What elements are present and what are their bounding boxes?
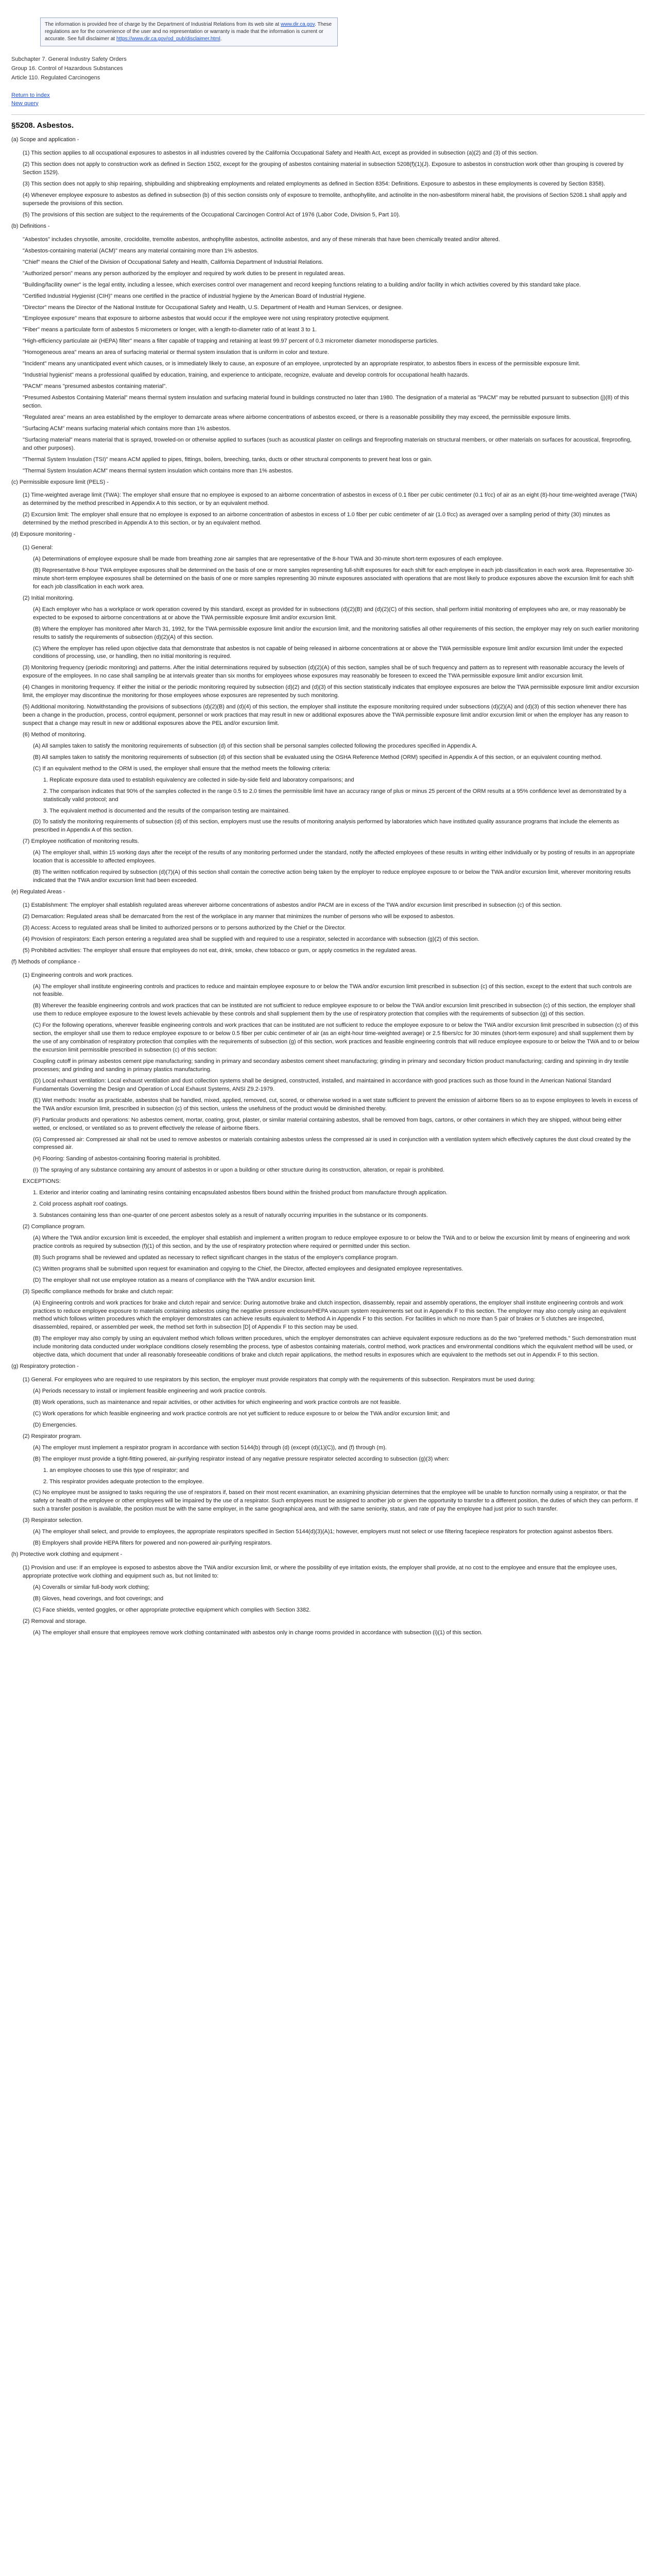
regulation-paragraph: (A) All samples taken to satisfy the monitoring requirements of subsection (d) of this section shall be personal samples collected following the procedures specified in Appendix A. xyxy=(33,742,477,749)
regulation-paragraph: (1) General: xyxy=(23,545,53,551)
subsection-heading: (e) Regulated Areas - xyxy=(11,889,65,895)
regulation-paragraph: (1) Provision and use: If an employee is exposed to asbestos above the TWA and/or excursion limit, or where the possibility of eye irritation exists, the employer shall provide, at no cost to the employee and ensure that the employee uses, appropriate protective work clothing and equipment such as, but not limited to: xyxy=(23,1565,617,1579)
page-title: §5208. Asbestos. xyxy=(11,121,74,130)
regulation-paragraph: (I) The spraying of any substance containing any amount of asbestos in or upon a building or other structure during its construction, alteration, or repair is prohibited. xyxy=(33,1167,444,1174)
regulation-paragraph: (1) General. For employees who are required to use respirators by this section, the employer must provide respirators that comply with the requirements of this subsection. Respirators must be used during: xyxy=(23,1377,536,1383)
subsection-heading: (f) Methods of compliance - xyxy=(11,958,80,965)
regulation-paragraph: (7) Employee notification of monitoring results. xyxy=(23,838,140,845)
regulation-paragraph: (1) This section applies to all occupational exposures to asbestos in all industries covered by the California Occupational Safety and Health Act, except as provided in subsection (a)(2) and (3) of this section. xyxy=(23,150,538,157)
subsection-heading: (c) Permissible exposure limit (PELS) - xyxy=(11,479,109,485)
regulation-paragraph: (A) Periods necessary to install or implement feasible engineering and work practice controls. xyxy=(33,1388,267,1394)
regulation-paragraph: (H) Flooring: Sanding of asbestos-containing flooring material is prohibited. xyxy=(33,1156,221,1162)
regulation-paragraph: (A) Determinations of employee exposure shall be made from breathing zone air samples that are representative of the 8-hour TWA and 30-minute short-term exposures of each employee. xyxy=(33,556,503,563)
notice-text-after: . xyxy=(220,36,222,42)
regulation-paragraph: (5) Prohibited activities: The employer shall ensure that employees do not eat, drink, smoke, chew tobacco or gum, or apply cosmetics in the regulated areas. xyxy=(23,947,417,954)
regulation-paragraph: (5) Additional monitoring. Notwithstanding the provisions of subsections (d)(2)(B) and (d)(4) of this section, the employer shall institute the exposure monitoring required under subsections (d)(2)(A) and (d)(3) of this section whenever there has been a change in the production, process, control equipment, personnel or work practices that may result in new or additional exposures above the TWA permissible exposure limit and/or excursion limit or when the employer has any reason to suspect that a change may result in new or additional exposures above the PEL and/or excursion limit. xyxy=(23,704,629,726)
regulation-paragraph: "Director" means the Director of the National Institute for Occupational Safety and Health, U.S. Department of Health and Human Services, or designee. xyxy=(23,304,403,311)
regulation-paragraph: "Certified Industrial Hygienist (CIH)" means one certified in the practice of industrial hygiene by the American Board of Industrial Hygiene. xyxy=(23,293,366,299)
nav-links xyxy=(11,92,628,108)
disclaimer-notice xyxy=(40,18,338,46)
regulation-paragraph: 2. The comparison indicates that 90% of the samples collected in the range 0.5 to 2.0 times the permissible limit have an accuracy range of plus or minus 25 percent of the ORM results at a 95% confidence level as demonstrated by a statistically valid protocol; and xyxy=(43,788,627,803)
regulation-paragraph: (6) Method of monitoring. xyxy=(23,731,86,738)
dir-website-link[interactable]: www.dir.ca.gov xyxy=(281,22,315,27)
regulation-paragraph: EXCEPTIONS: xyxy=(23,1178,61,1185)
subsection-heading: (b) Definitions - xyxy=(11,223,50,229)
regulation-paragraph: (4) Whenever employee exposure to asbestos as defined in subsection (b) of this section consists only of exposure to tremolite, anthophyllite, and actinolite in the non-asbestiform mineral habit, the provisions of Section 5208.1 shall apply and supersede the provisions of this section. xyxy=(23,192,627,207)
regulation-paragraph: (B) Representative 8-hour TWA employee exposures shall be determined on the basis of one or more samples representing full-shift exposures for each shift for each employee in each job classification in each work area. Representative 30-minute short-term employee exposures shall be determined on the basis of one or more samples representing 30 minute exposures associated with operations that are most likely to produce exposures above the excursion limit for each shift for each job classification in each work area. xyxy=(33,567,634,590)
regulation-paragraph: (B) Gloves, head coverings, and foot coverings; and xyxy=(33,1595,164,1602)
regulation-paragraph: (D) Emergencies. xyxy=(33,1421,77,1428)
regulation-paragraph: (D) To satisfy the monitoring requirements of subsection (d) of this section, employers must use the results of monitoring analysis performed by laboratories which have instituted quality assurance programs that include the elements as prescribed in Appendix A of this section. xyxy=(33,819,620,834)
regulation-paragraph: (3) Specific compliance methods for brake and clutch repair: xyxy=(23,1288,174,1295)
regulation-paragraph: (3) Respirator selection. xyxy=(23,1517,83,1524)
regulation-paragraph: "High-efficiency particulate air (HEPA) filter" means a filter capable of trapping and retaining at least 99.97 percent of 0.3 micrometer diameter monodisperse particles. xyxy=(23,338,439,345)
notice-text-before: The information is provided free of charge by the Department of Industrial Relations from its web site at xyxy=(45,22,281,27)
regulation-paragraph: "Incident" means any unanticipated event which causes, or is immediately likely to cause, an exposure of an employee, unprotected by an appropriate respirator, to asbestos fibers in excess of the permissible exposure limit. xyxy=(23,361,580,367)
regulation-paragraph: (1) Engineering controls and work practices. xyxy=(23,972,133,978)
notice-text-middle: . These regulations are for the convenience of the user and no representation or warranty is made that the information is current or accurate. See full disclaimer at xyxy=(45,22,332,42)
divider xyxy=(11,114,645,115)
regulation-paragraph: (A) Engineering controls and work practices for brake and clutch repair and service: During automotive brake and clutch inspection, disassembly, repair and assembly operations, the employer shall institute engineering controls and work practices to reduce employee exposure to materials containing asbestos using the negative pressure enclosure/HEPA vacuum system requirements set out in Appendix F to this section. The employer may also comply using an equivalent method which follows written procedures which the employer demonstrates can achieve results equivalent to Method A in Appendix F to this section. For facilities in which no more than 5 pair of brakes or 5 clutches are inspected, disassembled, repaired, or assembled per week, the method set forth in subsection [D] of Appendix F to this section may be used. xyxy=(33,1299,626,1331)
regulation-paragraph: (1) Time-weighted average limit (TWA): The employer shall ensure that no employee is exposed to an airborne concentration of asbestos in excess of 0.1 fiber per cubic centimeter (0.1 f/cc) of air as an eight (8)-hour time-weighted average (TWA) as determined by the method prescribed in Appendix A to this section, or by an equivalent method. xyxy=(23,492,638,507)
regulation-paragraph: (C) Work operations for which feasible engineering and work practice controls are not yet sufficient to reduce exposure to or below the TWA and/or excursion limit; and xyxy=(33,1410,450,1417)
regulation-paragraph: (E) Wet methods: Insofar as practicable, asbestos shall be handled, mixed, applied, removed, cut, scored, or otherwise worked in a wet state sufficient to prevent the emission of airborne fibers so as to expose employees to levels in excess of the TWA and/or excursion limit, prescribed in subsection (c) of this section, unless the usefulness of the product would be diminished thereby. xyxy=(33,1097,638,1112)
regulation-paragraph: (C) Where the employer has relied upon objective data that demonstrate that asbestos is not capable of being released in airborne concentrations at or above the TWA permissible exposure limit and/or excursion limit under the expected conditions of processing, use, or handling, then no initial monitoring is required. xyxy=(33,645,623,660)
regulation-paragraph: (3) This section does not apply to ship repairing, shipbuilding and shipbreaking employments and related employments as defined in Section 8354: Definitions. Exposure to asbestos in these employments is covered by Section 8358). xyxy=(23,181,606,188)
regulation-paragraph: "Thermal System Insulation ACM" means thermal system insulation which contains more than 1% asbestos. xyxy=(23,467,294,474)
regulation-paragraph: (1) Establishment: The employer shall establish regulated areas wherever airborne concentrations of asbestos and/or PACM are in excess of the TWA and/or excursion limit prescribed in subsection (c) of this section. xyxy=(23,902,562,908)
regulation-paragraph: (4) Changes in monitoring frequency. If either the initial or the periodic monitoring required by subsection (d)(2) and (d)(3) of this section statistically indicates that employee exposures are below the TWA permissible exposure limit and/or excursion limit, the employer may discontinue the monitoring for those employees whose exposures are represented by such monitoring. xyxy=(23,684,639,699)
regulation-paragraph: "Asbestos" includes chrysotile, amosite, crocidolite, tremolite asbestos, anthophyllite asbestos, actinolite asbestos, and any of these minerals that have been chemically treated and/or altered. xyxy=(23,236,500,243)
regulation-paragraph: (F) Particular products and operations: No asbestos cement, mortar, coating, grout, plaster, or similar material containing asbestos, shall be removed from bags, cartons, or other containers in which they are shipped, without being either wetted, or enclosed, or ventilated so as to prevent effectively the release of airborne fibers. xyxy=(33,1116,622,1131)
subsection-heading: (d) Exposure monitoring - xyxy=(11,531,76,538)
regulation-paragraph: (3) Monitoring frequency (periodic monitoring) and patterns. After the initial determinations required by subsection (d)(2)(A) of this section, samples shall be of such frequency and pattern as to represent with reasonable accuracy the levels of exposure of the employees. In no case shall sampling be at intervals greater than six months for employees whose exposures may reasonably be foreseen to exceed the TWA permissible exposure limit and/or excursion limit. xyxy=(23,665,624,680)
regulation-paragraph: (3) Access: Access to regulated areas shall be limited to authorized persons or to persons authorized by the Chief or the Director. xyxy=(23,924,346,931)
new-query-link[interactable]: New query xyxy=(11,100,39,107)
breadcrumb-article: Article 110. Regulated Carcinogens xyxy=(11,74,100,81)
regulation-paragraph: (B) Wherever the feasible engineering controls and work practices that can be instituted are not sufficient to reduce employee exposure to or below the TWA and/or excursion limit prescribed in subsection (c) of this section, the employer shall use them to reduce employee exposure to the lowest levels achievable by these controls and shall supplement them by the use of respiratory protection that complies with the requirements of subsection (g) of this section. xyxy=(33,1003,635,1018)
regulation-paragraph: (2) Excursion limit: The employer shall ensure that no employee is exposed to an airborne concentration of asbestos in excess of 1.0 fiber per cubic centimeter of air (1.0 f/cc) as averaged over a sampling period of thirty (30) minutes as determined by the method prescribed in Appendix A to this section, or by an equivalent method. xyxy=(23,512,610,527)
regulation-paragraph: (C) If an equivalent method to the ORM is used, the employer shall ensure that the method meets the following criteria: xyxy=(33,765,331,772)
regulation-paragraph: (C) For the following operations, wherever feasible engineering controls and work practices that can be instituted are not sufficient to reduce the employee exposure to or below the TWA and/or excursion limit prescribed in subsection (c) of this section, the employer shall use them to reduce employee exposure to or below 0.5 fiber per cubic centimeter of air (as an eight-hour time-weighted average) or 2.5 fibers/cc for 30 minutes (short-term exposure) and shall supplement them by the use of any combination of respiratory protection that complies with the requirements of subsection (g) of this section, work practices and feasible engineering controls that will reduce employee exposure to or below the TWA and to or below the excursion limit permissible prescribed in subsection (c) of this section: xyxy=(33,1022,640,1054)
regulation-paragraph: "Thermal System Insulation (TSI)" means ACM applied to pipes, fittings, boilers, breeching, tanks, ducts or other structural components to prevent heat loss or gain. xyxy=(23,456,433,463)
disclaimer-link[interactable]: https://www.dir.ca.gov/od_pub/disclaimer.html xyxy=(116,36,220,42)
regulation-paragraph: (C) Face shields, vented goggles, or other appropriate protective equipment which complies with Section 3382. xyxy=(33,1606,311,1613)
regulation-paragraph: (4) Provision of respirators: Each person entering a regulated area shall be supplied with and required to use a respirator, selected in accordance with subsection (g)(2) of this section. xyxy=(23,936,479,942)
regulation-paragraph: (B) All samples taken to satisfy the monitoring requirements of subsection (d) of this section shall be evaluated using the OSHA Reference Method (ORM) specified in Appendix A of this section, or an equivalent counting method. xyxy=(33,754,602,760)
breadcrumb xyxy=(11,56,628,82)
regulation-paragraph: (G) Compressed air: Compressed air shall not be used to remove asbestos or materials containing asbestos unless the compressed air is used in conjunction with a ventilation system which effectively captures the dust cloud created by the compressed air. xyxy=(33,1136,631,1151)
regulation-paragraph: (A) The employer shall institute engineering controls and practices to reduce and maintain employee exposure to or below the TWA and/or excursion limit prescribed in subsection (c) of this section, except to the extent that such controls are not feasible. xyxy=(33,983,632,998)
subsection-heading: (h) Protective work clothing and equipment - xyxy=(11,1551,123,1558)
subsection-heading: (g) Respiratory protection - xyxy=(11,1363,79,1370)
regulation-paragraph: 2. Cold process asphalt roof coatings. xyxy=(33,1201,128,1208)
regulation-paragraph: (2) Initial monitoring. xyxy=(23,595,74,601)
regulation-paragraph: "Authorized person" means any person authorized by the employer and required by work duties to be present in regulated areas. xyxy=(23,270,346,277)
regulation-paragraph: (B) The employer must provide a tight-fitting powered, air-purifying respirator instead of any negative pressure respirator selected according to subsection (g)(3) when: xyxy=(33,1455,450,1462)
regulation-paragraph: "Employee exposure" means that exposure to airborne asbestos that would occur if the employee were not using respiratory protective equipment. xyxy=(23,315,390,322)
regulation-paragraph: (2) This section does not apply to construction work as defined in Section 1502, except for the grouping of asbestos containing material in subsection 5208(f)(1)(J). Exposure to asbestos in construction work other than grouping is covered by Section 1529). xyxy=(23,161,624,176)
regulation-paragraph: (A) Coveralls or similar full-body work clothing; xyxy=(33,1584,150,1590)
regulation-paragraph: 2. This respirator provides adequate protection to the employee. xyxy=(43,1478,204,1485)
regulation-paragraph: 1. an employee chooses to use this type of respirator; and xyxy=(43,1467,189,1473)
breadcrumb-group: Group 16. Control of Hazardous Substances xyxy=(11,65,123,72)
regulation-paragraph: (2) Compliance program. xyxy=(23,1224,85,1230)
regulation-paragraph: (2) Removal and storage. xyxy=(23,1618,87,1624)
regulation-paragraph: "Chief" means the Chief of the Division of Occupational Safety and Health, California Department of Industrial Relations. xyxy=(23,259,323,265)
regulation-paragraph: "Regulated area" means an area established by the employer to demarcate areas where airborne concentrations of asbestos exceed, or there is a reasonable possibility they may exceed, the permissible exposure limits. xyxy=(23,414,571,420)
regulation-paragraph: (B) Work operations, such as maintenance and repair activities, or other activities for which engineering and work practice controls are not feasible. xyxy=(33,1399,401,1405)
regulation-paragraph: 1. Replicate exposure data used to establish equivalency are collected in side-by-side field and laboratory comparisons; and xyxy=(43,776,354,783)
regulation-paragraph: 3. Substances containing less than one-quarter of one percent asbestos solely as a result of naturally occurring impurities in the substance or its components. xyxy=(33,1212,428,1219)
regulation-paragraph: "Surfacing ACM" means surfacing material which contains more than 1% asbestos. xyxy=(23,425,231,432)
regulation-paragraph: 1. Exterior and interior coating and laminating resins containing encapsulated asbestos fibers bound within the finished product from manufacture through application. xyxy=(33,1190,448,1196)
regulation-paragraph: 3. The equivalent method is documented and the results of the comparison testing are maintained. xyxy=(43,807,290,814)
regulation-paragraph: "PACM" means "presumed asbestos containing material". xyxy=(23,383,167,390)
regulation-paragraph: (D) The employer shall not use employee rotation as a means of compliance with the TWA and/or excursion limit. xyxy=(33,1277,316,1283)
regulation-paragraph: (B) The written notification required by subsection (d)(7)(A) of this section shall contain the corrective action being taken by the employer to reduce employee exposure to or below the TWA and/or excursion limit, wherever monitoring results indicated that the TWA and/or excursion limit had been exceeded. xyxy=(33,869,631,884)
regulation-paragraph: (B) The employer may also comply by using an equivalent method which follows written procedures, which the employer demonstrates can achieve equivalent exposure reductions as do the two "preferred methods." Such demonstration must include monitoring data conducted under workplace conditions closely resembling the process, type of asbestos containing materials, control method, work practices and environmental conditions which the equivalent method will be used, or objective data, which document that under all reasonably foreseeable conditions of brake and clutch repair applications, the method results in exposures which are equivalent to the methods set out in Appendix F to this section. xyxy=(33,1335,637,1359)
regulation-paragraph: Coupling cutoff in primary asbestos cement pipe manufacturing; sanding in primary and secondary asbestos cement sheet manufacturing; grinding in primary and secondary friction product manufacturing; carding and spinning in dry textile processes; and grinding and sanding in primary plastics manufacturing. xyxy=(33,1058,629,1073)
regulation-paragraph: (A) Each employer who has a workplace or work operation covered by this standard, except as provided for in subsections (d)(2)(B) and (d)(2)(C) of this section, shall perform initial monitoring of employees who are, or may reasonably be expected to be exposed to airborne concentrations at or above the TWA permissible exposure limit and/or excursion limit. xyxy=(33,606,626,621)
regulation-paragraph: (5) The provisions of this section are subject to the requirements of the Occupational Carcinogen Control Act of 1976 (Labor Code, Division 5, Part 10). xyxy=(23,212,400,218)
regulation-paragraph: (B) Employers shall provide HEPA filters for powered and non-powered air-purifying respirators. xyxy=(33,1540,272,1547)
regulation-paragraph: (2) Demarcation: Regulated areas shall be demarcated from the rest of the workplace in any manner that minimizes the number of persons who will be exposed to asbestos. xyxy=(23,913,455,920)
regulation-paragraph: (A) The employer must implement a respirator program in accordance with section 5144(b) through (d) (except (d)(1)(C)), and (f) through (m). xyxy=(33,1444,387,1451)
regulation-paragraph: (D) Local exhaust ventilation: Local exhaust ventilation and dust collection systems shall be designed, constructed, installed, and maintained in accordance with good practices such as those found in the American National Standard Fundamentals Governing the Design and Operation of Local Exhaust Systems, ANSI Z9.2-1979. xyxy=(33,1077,611,1092)
regulation-body xyxy=(11,136,640,1637)
regulation-paragraph: "Presumed Asbestos Containing Material" means thermal system insulation and surfacing material found in buildings constructed no later than 1980. The designation of a material as "PACM" may be rebutted pursuant to subsection (j)(8) of this section. xyxy=(23,395,629,409)
regulation-paragraph: "Fiber" means a particulate form of asbestos 5 micrometers or longer, with a length-to-diameter ratio of at least 3 to 1. xyxy=(23,327,317,333)
regulation-paragraph: "Industrial hygienist" means a professional qualified by education, training, and experience to anticipate, recognize, evaluate and develop controls for occupational health hazards. xyxy=(23,372,469,379)
regulation-paragraph: (A) The employer shall select, and provide to employees, the appropriate respirators specified in Section 5144(d)(3)(A)1; however, employers must not select or use filtering facepiece respirators for protection against asbestos fibers. xyxy=(33,1529,613,1535)
subsection-heading: (a) Scope and application - xyxy=(11,137,79,143)
regulation-paragraph: "Homogeneous area" means an area of surfacing material or thermal system insulation that is uniform in color and texture. xyxy=(23,349,329,356)
regulation-paragraph: "Building/facility owner" is the legal entity, including a lessee, which exercises control over management and record keeping functions relating to a building and/or facility in which activities covered by this standard take place. xyxy=(23,281,581,288)
regulation-paragraph: (C) No employee must be assigned to tasks requiring the use of respirators if, based on their most recent examination, an examining physician determines that the employee will be unable to function normally using a respirator, or that the safety or health of the employee or other employees will be impaired by the use of a respirator. Such employees must be assigned to another job or given the opportunity to transfer to a different position, the duties of which they can perform. If such a transfer position is available, the position must be with the same employer, in the same geographical area, and with the same seniority, status, and rate of pay the employee had just prior to such transfer. xyxy=(33,1489,638,1513)
regulation-paragraph: "Surfacing material" means material that is sprayed, troweled-on or otherwise applied to surfaces (such as acoustical plaster on ceilings and fireproofing materials on structural members, or other materials on surfaces for acoustical, fireproofing, and other purposes). xyxy=(23,436,632,451)
regulation-paragraph: (A) The employer shall ensure that employees remove work clothing contaminated with asbestos only in change rooms provided in accordance with subsection (i)(1) of this section. xyxy=(33,1629,483,1636)
regulation-paragraph: (C) Written programs shall be submitted upon request for examination and copying to the Chief, the Director, affected employees and designated employee representatives. xyxy=(33,1265,463,1272)
return-to-index-link[interactable]: Return to index xyxy=(11,92,50,98)
regulation-paragraph: (B) Such programs shall be reviewed and updated as necessary to reflect significant changes in the status of the employer's compliance program. xyxy=(33,1254,398,1261)
regulation-paragraph: (B) Where the employer has monitored after March 31, 1992, for the TWA permissible exposure limit and/or the excursion limit, and the monitoring satisfies all other requirements of this section, the employer may rely on such earlier monitoring results to satisfy the requirements of subsection (d)(2)(A) of this section. xyxy=(33,625,639,640)
breadcrumb-subchapter: Subchapter 7. General Industry Safety Orders xyxy=(11,56,127,62)
regulation-paragraph: (A) The employer shall, within 15 working days after the receipt of the results of any monitoring performed under the standard, notify the affected employees of these results in writing either individually or by posting of results in an appropriate location that is accessible to affected employees. xyxy=(33,850,635,865)
regulation-paragraph: (A) Where the TWA and/or excursion limit is exceeded, the employer shall establish and implement a written program to reduce employee exposure to or below the TWA and to or below the excursion limit by means of engineering and work practice controls as required by subsection (f)(1) of this section, and by the use of respiratory protection where required or permitted under this section. xyxy=(33,1234,630,1249)
regulation-paragraph: (2) Respirator program. xyxy=(23,1433,82,1439)
regulation-paragraph: "Asbestos-containing material (ACM)" means any material containing more than 1% asbestos. xyxy=(23,247,259,254)
